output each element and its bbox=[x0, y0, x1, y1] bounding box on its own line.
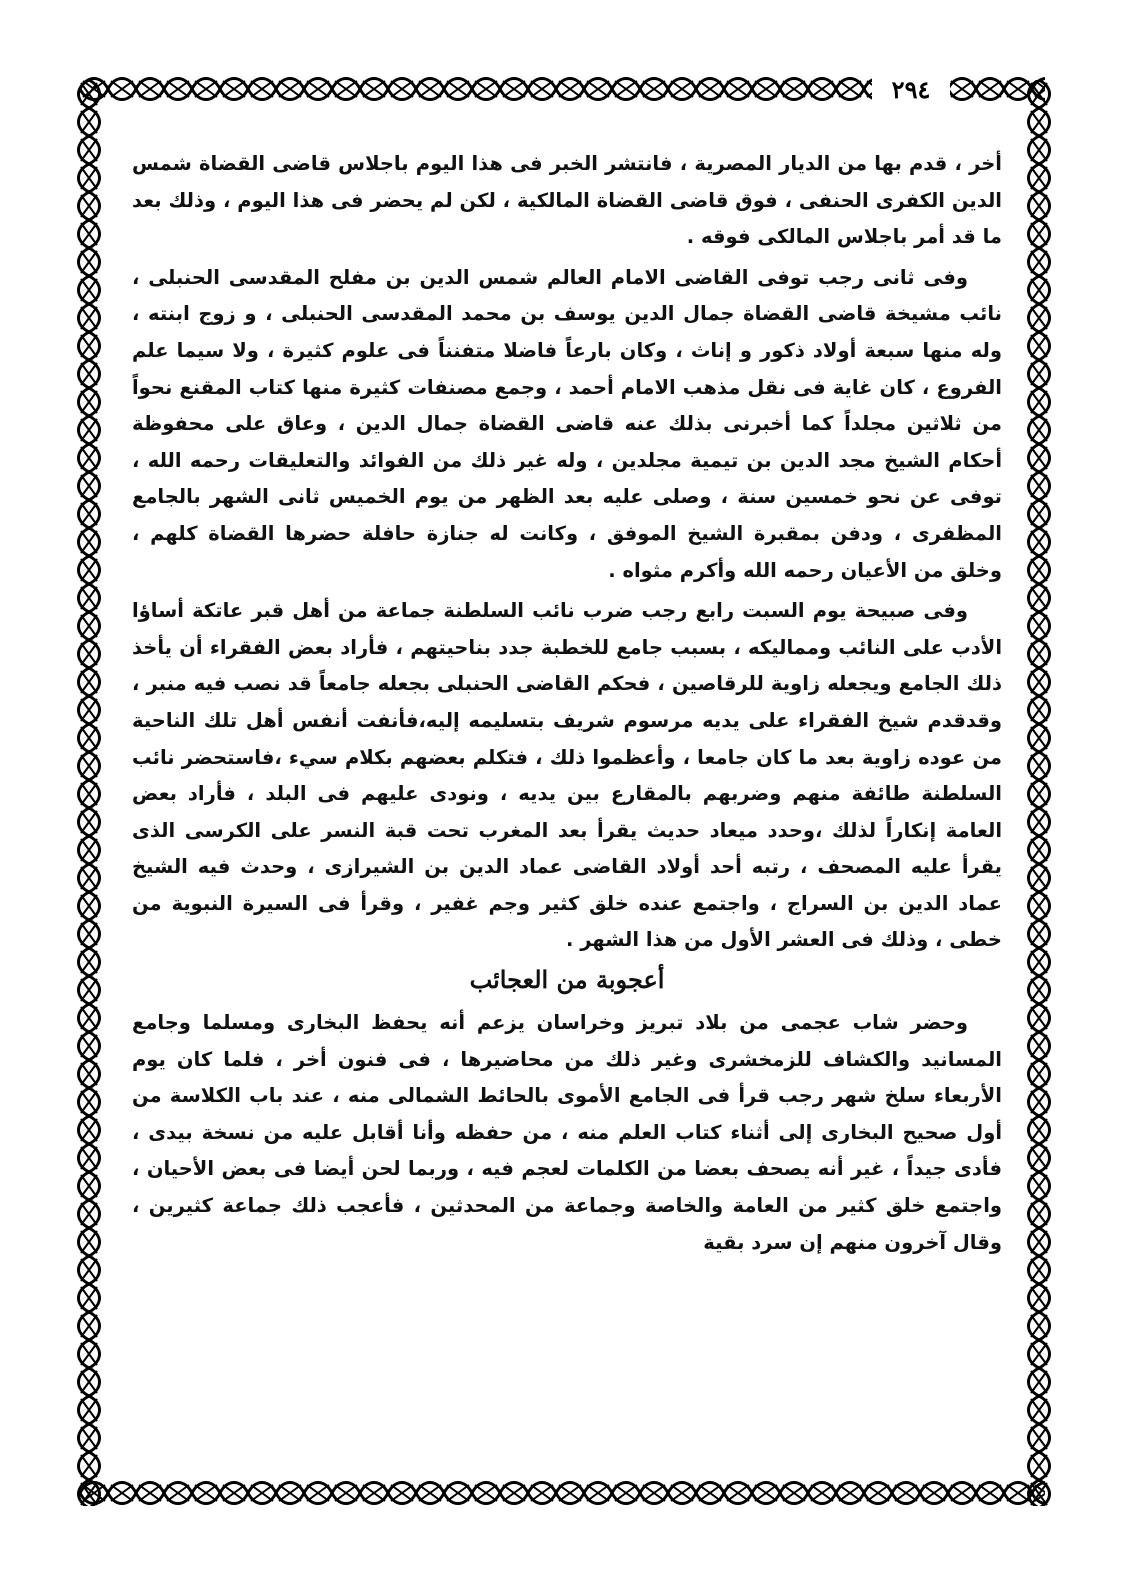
paragraph-1: أخر ، قدم بها من الديار المصرية ، فانتشر الخبر فى هذا اليوم باجلاس قاضى القضاة شمس الدين الكفرى الحنفى ، فوق قاضى القضاة المالكية ، لكن لم يحضر فى هذا اليوم ، وذلك بعد ما قد أمر باجلاس المالكى فوقه . bbox=[132, 152, 1002, 249]
paragraph-3: وفى صبيحة يوم السبت رابع رجب ضرب نائب السلطنة جماعة من أهل قبر عاتكة أساؤا الأدب على النائب ومماليكه ، بسبب جامع للخطبة جدد بناحيتهم ، فأراد بعض الفقراء أن يأخذ ذلك الجامع ويجعله زاوية للرقاصين ، فحكم القاضى الحنبلى بجعله جامعاً قد نصب فيه منبر ، وقدقدم شيخ الفقراء على يديه مرسوم شريف بتسليمه إليه،فأنفت أنفس أهل تلك الناحية من عوده زاوية بعد ما كان جامعا ، وأعظموا ذلك ، فتكلم بعضهم بكلام سيء ،فاستحضر نائب السلطنة طائفة منهم وضربهم بالمقارع بين يديه ، ونودى عليهم فى البلد ، فأراد بعض العامة إنكاراً لذلك ،وحدد ميعاد حديث يقرأ بعد المغرب تحت قبة النسر على الكرسى الذى يقرأ عليه المصحف ، رتبه أحد أولاد القاضى عماد الدين بن الشيرازى ، وحدث فيه الشيخ عماد الدين بن السراج ، واجتمع عنده خلق كثير وجم غفير ، وقرأ فى السيرة النبوية من خطى ، وذلك فى العشر الأول من هذا الشهر . bbox=[132, 599, 1002, 952]
page-number: ٢٩٤ bbox=[872, 72, 950, 106]
ornamental-border-right bbox=[1022, 80, 1056, 1506]
page-text bbox=[132, 146, 1002, 1466]
section-heading: أعجوبة من العجائب bbox=[469, 965, 665, 995]
paragraph-2: وفى ثانى رجب توفى القاضى الامام العالم شمس الدين بن مفلح المقدسى الحنبلى ، نائب مشيخة قاضى القضاة جمال الدين يوسف بن محمد المقدسى الحنبلى ، و زوج ابنته ، وله منها سبعة أولاد ذكور و إناث ، وكان بارعاً فاضلا متفنناً فى علوم كثيرة ، ولا سيما علم الفروع ، كان غاية فى نقل مذهب الامام أحمد ، وجمع مصنفات كثيرة منها كتاب المقنع نحواً من ثلاثين مجلداً كما أخبرنى بذلك عنه قاضى القضاة جمال الدين ، وعاق على محفوظة أحكام الشيخ مجد الدين بن تيمية مجلدين ، وله غير ذلك من الفوائد والتعليقات رحمه الله ، توفى عن نحو خمسين سنة ، وصلى عليه بعد الظهر من يوم الخميس ثانى الشهر بالجامع المظفرى ، ودفن بمقبرة الشيخ الموفق ، وكانت له جنازة حافلة حضرها القضاة كلهم ، وخلق من الأعيان رحمه الله وأكرم مثواه . bbox=[132, 265, 1002, 582]
ornamental-border-left bbox=[72, 80, 106, 1506]
paragraph-4: وحضر شاب عجمى من بلاد تبريز وخراسان يزعم أنه يحفظ البخارى ومسلما وجامع المسانيد والكشاف للزمخشرى وغير ذلك من محاضيرها ، فى فنون أخر ، فلما كان يوم الأربعاء سلخ شهر رجب قرأ فى الجامع الأموى بالحائط الشمالى منه ، عند باب الكلاسة من أول صحيح البخارى إلى أثناء كتاب العلم منه ، من حفظه وأنا أقابل عليه من نسخة بيدى ، فأدى جيداً ، غير أنه يصحف بعضا من الكلمات لعجم فيه ، وربما لحن أيضا فى بعض الأحيان ، واجتمع خلق كثير من العامة والخاصة وجماعة من المحدثين ، فأعجب ذلك جماعة كثيرين ، وقال آخرون منهم إن سرد بقية bbox=[132, 1011, 1002, 1254]
ornamental-border-bottom bbox=[80, 1476, 1045, 1510]
